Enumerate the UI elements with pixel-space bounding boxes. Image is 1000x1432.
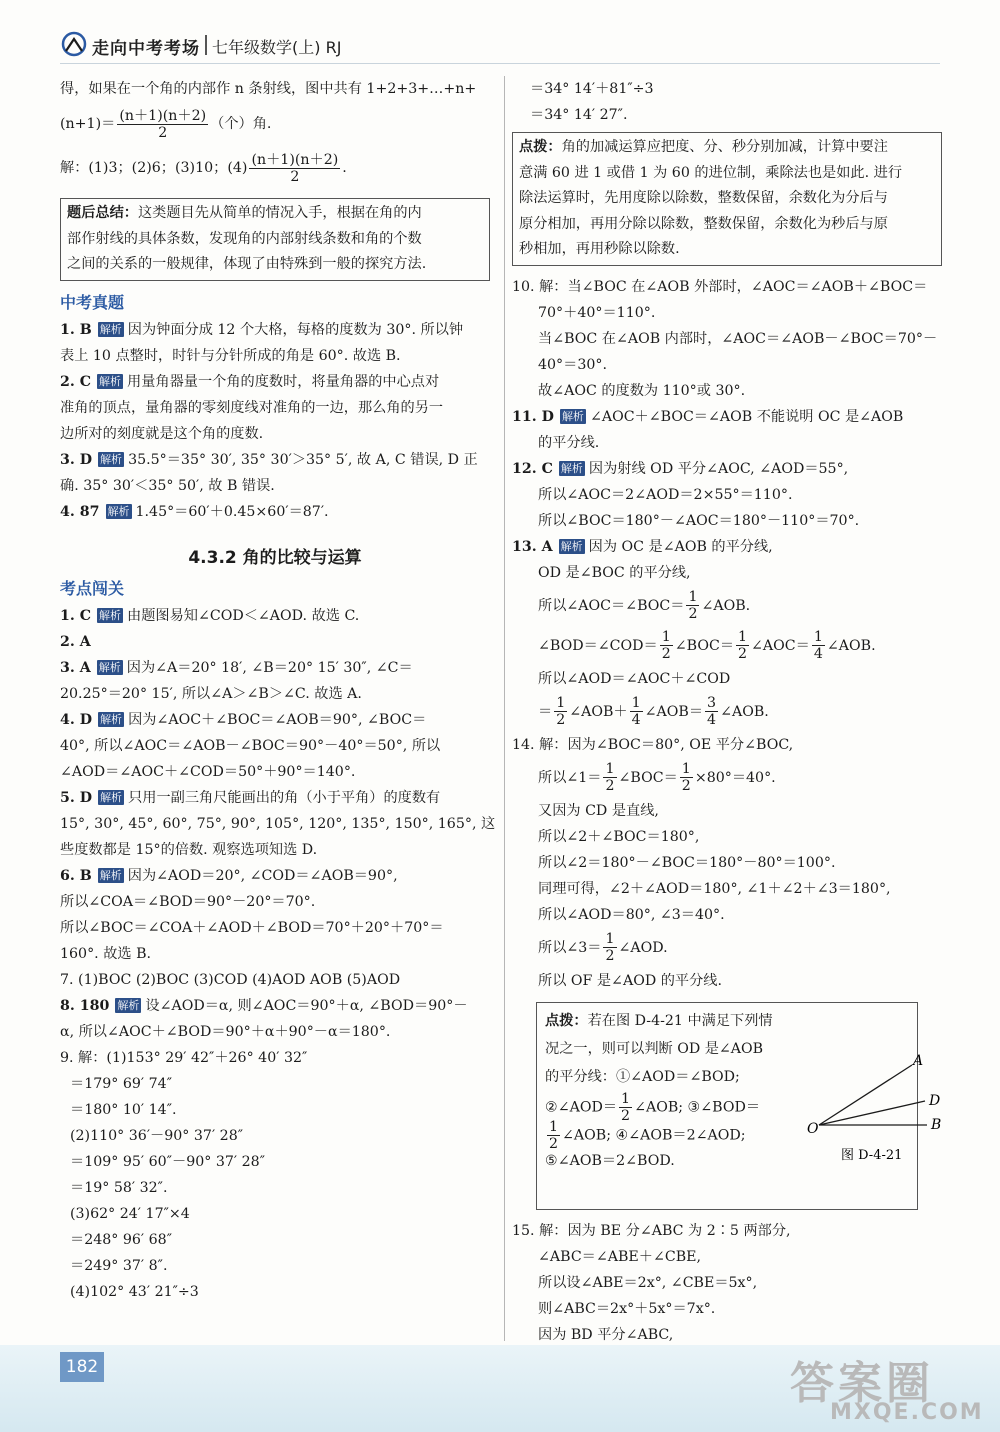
formula-line: (n+1)＝ $\frac{(n+1)(n+2)}{2}$ （个）角. (60, 107, 272, 141)
formula-line: 所以∠AOC＝∠BOC＝ $\frac{1}{2}$ ∠AOB. (538, 589, 751, 622)
right-column: ＝34° 14′＋81″÷3 ＝34° 14′ 27″. 点拨：角的加减运算应把度、分、秒分别加减，计算中要注 意满 60 进 1 或借 1 为 60 的进位制，乘除法也是如此. 进行 除法运算时，先用度除以除数，整数保留，余数化为分后与 原分相加，再用分除以除数，整数保留，余数化为秒后与原 秒相加，再用秒除以除数. 10. 解：当∠BOC 在∠AOB 外部时，∠AOC＝∠AOB＋∠BOC＝ 70°＋40°＝110°. 当∠BOC 在∠AOB 内部时，∠AOC＝∠AOB－∠BOC＝70°－ 40°＝30°. 故∠AOC 的度数为 110°或 30°. 11. D 解析 ∠AOC＋∠BOC＝∠AOB 不能说明 OC 是∠AOB 的平分线. 12. C 解析 因为射线 OD 平分∠AOC, ∠AOD＝55°, 所以∠AOC＝2∠AOD＝2×55°＝110°. 所以∠BOC＝180°－∠AOC＝180°－110°＝70°. 13. A 解析 因为 OC 是∠AOB 的平分线, OD 是∠BOC 的平分线, 所以∠AOC＝∠BOC＝ $\frac{1}{2}$ ∠AOB. ∠BOD＝∠COD＝ $\frac{1}{2}$ ∠BOC＝ $\frac{1}{2}$ ∠AOC＝ $\frac{1}{4}$ ∠AOB. 所以∠AOD＝∠AOC＋∠COD ＝ $\frac{1}{2}$ ∠AOB＋ $\frac{1}{4}$ ∠AOB＝ $\frac{3}{4}$ ∠AOB. 14. 解：因为∠BOC＝80°, OE 平分∠BOC, 所以∠1＝ $\frac{1}{2}$ ∠BOC＝ $\frac{1}{2}$ ×80°＝40°. 又因为 CD 是直线, 所以∠2＋∠BOC＝180°, 所以∠2＝180°－∠BOC＝180°－80°＝100°. 同理可得，∠2＋∠AOD＝180°, ∠1＋∠2＋∠3＝180°, 所以∠AOD＝80°, ∠3＝40°. 所以∠3＝ $\frac{1}{2}$ ∠AOD. 所以 OF 是∠AOD 的平分线. 点拨：若在图 D-4-21 中满足下列情 况之一，则可以判断 OD 是∠AOB 的平分线：①∠AOD＝∠BOD; ②∠AOD＝ $\frac{1}{2}$ ∠AOB; ③∠BOD＝ $\frac{1}{2}$ ∠AOB; ④∠AOB＝2∠AOD; ⑤∠AOB＝2∠BOD. A D B O 图 D-4-21 15. 解：因为 BE 分∠ABC 为 2∶5 两部分, ∠ABC＝∠ABE＋∠CBE, 所以设∠ABE＝2x°, ∠CBE＝5x°, 则∠ABC＝2x°＋5x°＝7x°. 因为 BD 平分∠ABC, (512, 76, 942, 1348)
book-brand: 走向中考考场 (92, 39, 200, 59)
summary-label: 题后总结： (67, 205, 138, 221)
fraction: $\frac{(n+1)(n+2)}{2}$ (251, 151, 339, 185)
book-subtitle: 七年级数学(上) RJ (212, 38, 342, 57)
analysis-badge: 解析 (98, 660, 121, 674)
analysis-badge: 解析 (561, 409, 584, 423)
section-title: 4.3.2 角的比较与运算 (188, 547, 362, 568)
tip-box: 点拨：角的加减运算应把度、分、秒分别加减，计算中要注 意满 60 进 1 或借 1 为 60 的进位制，乘除法也是如此. 进行 除法运算时，先用度除以除数，整数保留，余数化为分后与 原分相加，再用分除以除数，整数保留，余数化为秒后与原 秒相加，再用秒除以除数. (512, 132, 942, 266)
formula-line: ∠BOD＝∠COD＝ $\frac{1}{2}$ ∠BOC＝ $\frac{1}{2}$ ∠AOC＝ $\frac{1}{4}$ ∠AOB. (538, 629, 876, 662)
watermark: 答案圈 (790, 1358, 934, 1409)
page-number: 182 (60, 1352, 104, 1382)
section-heading-kaodian: 考点闯关 (60, 578, 125, 598)
page-header (0, 0, 1000, 68)
ray-oa (819, 1065, 912, 1125)
header-rule (60, 63, 940, 64)
analysis-badge: 解析 (560, 461, 583, 475)
analysis-badge: 解析 (107, 504, 130, 518)
text-line: 得，如果在一个角的内部作 n 条射线，图中共有 1+2+3+…+n+ (60, 81, 477, 97)
ray-od (819, 1101, 925, 1125)
tip-box-2: 点拨：若在图 D-4-21 中满足下列情 况之一，则可以判断 OD 是∠AOB 的平分线：①∠AOD＝∠BOD; ②∠AOD＝ $\frac{1}{2}$ ∠AOB; ③∠BOD＝ $\frac{1}{2}$ ∠AOB; ④∠AOB＝2∠AOD; ⑤∠AOB＝2∠BOD. A D B O 图 D-4-21 (536, 1002, 918, 1210)
analysis-badge: 解析 (560, 539, 583, 553)
watermark-url: MXQE.COM (830, 1400, 984, 1425)
fraction: $\frac{(n+1)(n+2)}{2}$ (119, 107, 207, 141)
analysis-badge: 解析 (100, 452, 123, 466)
tip-label: 点拨： (519, 139, 562, 155)
label-d: D (929, 1092, 941, 1109)
header-divider (205, 35, 207, 55)
label-o: O (807, 1120, 819, 1137)
answer-line: 解：(1)3；(2)6；(3)10；(4) $\frac{(n+1)(n+2)}{2}$ . (60, 151, 347, 185)
formula-line: ＝ $\frac{1}{2}$ ∠AOB＋ $\frac{1}{4}$ ∠AOB＝ $\frac{3}{4}$ ∠AOB. (538, 695, 769, 728)
left-column: 得，如果在一个角的内部作 n 条射线，图中共有 1+2+3+…+n+ (n+1)＝ $\frac{(n+1)(n+2)}{2}$ （个）角. 解：(1)3；(2)6；(3)10；(4) $\frac{(n+1)(n+2)}{2}$ . 题后总结：这类题目先从简单的情况入手，根据在角的内 部作射线的具体条数，发现角的内部射线条数和角的个数 之间的关系的一般规律，体现了由特殊到一般的探究方法. 中考真题 1. B 解析 因为钟面分成 12 个大格，每格的度数为 30°. 所以钟 表上 10 点整时，时针与分针所成的角是 60°. 故选 B. 2. C 解析 用量角器量一个角的度数时，将量角器的中心点对 准角的顶点，量角器的零刻度线对准角的一边，那么角的另一 边所对的刻度就是这个角的度数. 3. D 解析 35.5°＝35° 30′, 35° 30′＞35° 5′, 故 A, C 错误, D 正 确. 35° 30′＜35° 50′, 故 B 错误. 4. 87 解析 1.45°＝60′＋0.45×60′＝87′. 4.3.2 角的比较与运算 考点闯关 1. C 解析 由题图易知∠COD＜∠AOD. 故选 C. 2. A 3. A 解析 因为∠A＝20° 18′, ∠B＝20° 15′ 30″, ∠C＝ 20.25°＝20° 15′, 所以∠A＞∠B＞∠C. 故选 A. 4. D 解析 因为∠AOC＋∠BOC＝∠AOB＝90°, ∠BOC＝ 40°, 所以∠AOC＝∠AOB－∠BOC＝90°－40°＝50°, 所以 ∠AOD＝∠AOC＋∠COD＝50°＋90°＝140°. 5. D 解析 只用一副三角尺能画出的角（小于平角）的度数有 15°, 30°, 45°, 60°, 75°, 90°, 105°, 120°, 135°, 150°, 165°, 这 些度数都是 15°的倍数. 观察选项知选 D. 6. B 解析 因为∠AOD＝20°, ∠COD＝∠AOB＝90°, 所以∠COA＝∠BOD＝90°－20°＝70°. 所以∠BOC＝∠COA＋∠AOD＋∠BOD＝70°＋20°＋70°＝ 160°. 故选 B. 7. (1)BOC (2)BOC (3)COD (4)AOD AOB (5)AOD 8. 180 解析 设∠AOD＝α, 则∠AOC＝90°＋α, ∠BOD＝90°－ α, 所以∠AOC＋∠BOD＝90°＋α＋90°－α＝180°. 9. 解：(1)153° 29′ 42″＋26° 40′ 32″ ＝179° 69′ 74″ ＝180° 10′ 14″. (2)110° 36′－90° 37′ 28″ ＝109° 95′ 60″－90° 37′ 28″ ＝19° 58′ 32″. (3)62° 24′ 17″×4 ＝248° 96′ 68″ ＝249° 37′ 8″. (4)102° 43′ 21″÷3 (60, 76, 490, 1305)
answer-line: 7. (1)BOC (2)BOC (3)COD (4)AOD AOB (5)AOD (60, 971, 401, 988)
label-a: A (913, 1052, 924, 1069)
figure-caption: 图 D-4-21 (841, 1147, 903, 1163)
column-divider (504, 76, 505, 1341)
angle-diagram (807, 1033, 947, 1183)
formula-line: 所以∠1＝ $\frac{1}{2}$ ∠BOC＝ $\frac{1}{2}$ ×80°＝40°. (538, 761, 776, 794)
runner-logo-icon (60, 31, 90, 57)
label-b: B (931, 1116, 942, 1133)
analysis-badge: 解析 (117, 998, 140, 1012)
summary-box: 题后总结：这类题目先从简单的情况入手，根据在角的内 部作射线的具体条数，发现角的内部射线条数和角的个数 之间的关系的一般规律，体现了由特殊到一般的探究方法. (60, 198, 490, 281)
analysis-badge: 解析 (99, 608, 122, 622)
formula-line: 所以∠3＝ $\frac{1}{2}$ ∠AOD. (538, 931, 668, 964)
analysis-badge: 解析 (100, 712, 123, 726)
analysis-badge: 解析 (99, 374, 122, 388)
analysis-badge: 解析 (99, 868, 122, 882)
analysis-badge: 解析 (99, 322, 122, 336)
section-heading-zhongkao: 中考真题 (60, 292, 125, 312)
analysis-badge: 解析 (100, 790, 123, 804)
